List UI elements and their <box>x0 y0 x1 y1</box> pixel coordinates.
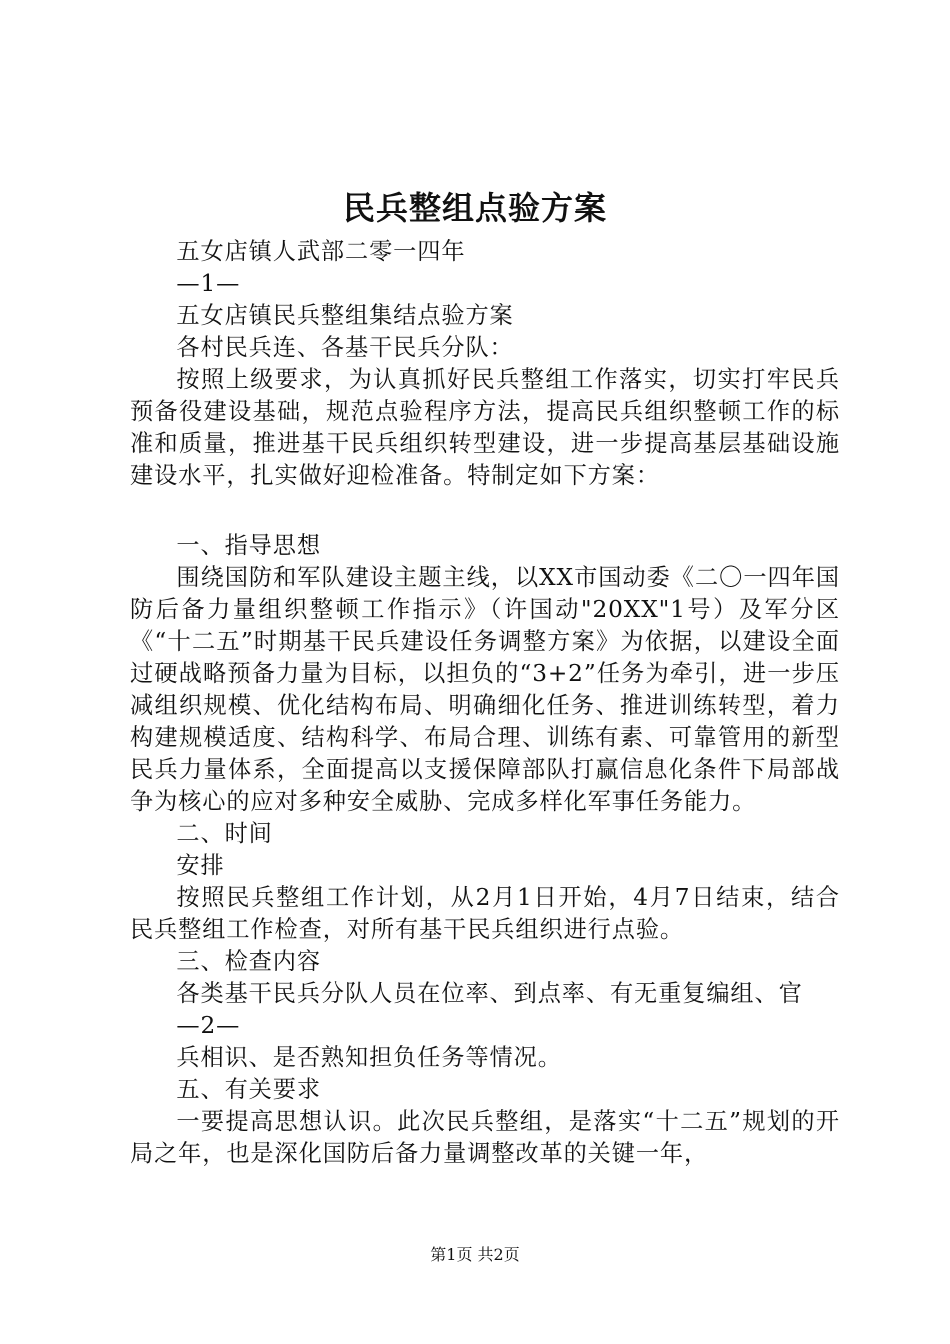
paragraph-page-marker-2: —2— <box>176 1012 241 1039</box>
paragraph-subtitle: 五女店镇民兵整组集结点验方案 <box>176 302 514 329</box>
section-heading-requirements: 五、有关要求 <box>176 1076 321 1103</box>
section-heading-guiding-idea: 一、指导思想 <box>176 532 321 559</box>
document-title: 民兵整组点验方案 <box>342 189 607 227</box>
paragraph-requirements: 一要提高思想认识。此次民兵整组，是落实“十二五”规划的开局之年，也是深化国防后备力量调整改革的关键一年， <box>130 1108 840 1167</box>
section-heading-inspection: 三、检查内容 <box>176 948 321 975</box>
paragraph-guiding-idea: 围绕国防和军队建设主题主线，以XX市国动委《二〇一四年国防后备力量组织整顿工作指示》（许国动"20XX"1号）及军分区《“十二五”时期基干民兵建设任务调整方案》为依据，以建设全面过硬战略预备力量为目标，以担负的“3+2”任务为牵引，进一步压减组织规模、优化结构布局、明确细化任务、推进训练转型，着力构建规模适度、结构科学、布局合理、训练有素、可靠管用的新型民兵力量体系，全面提高以支援保障部队打赢信息化条件下局部战争为核心的应对多种安全威胁、完成多样化军事任务能力。 <box>130 564 840 815</box>
section-heading-time: 二、时间 <box>176 820 273 847</box>
document-body <box>130 236 840 1170</box>
page-footer: 第1页 共2页 <box>430 1245 520 1264</box>
paragraph-time: 按照民兵整组工作计划，从2月1日开始，4月7日结束，结合民兵整组工作检查，对所有基干民兵组织进行点验。 <box>130 884 840 943</box>
paragraph-inspection-cont: 兵相识、是否熟知担负任务等情况。 <box>176 1044 562 1071</box>
paragraph-page-marker-1: —1— <box>176 270 241 297</box>
paragraph-issuer: 五女店镇人武部二零一四年 <box>176 238 466 265</box>
paragraph-arrangement-label: 安排 <box>176 852 225 879</box>
paragraph-inspection: 各类基干民兵分队人员在位率、到点率、有无重复编组、官 <box>176 980 803 1007</box>
paragraph-intro: 按照上级要求，为认真抓好民兵整组工作落实，切实打牢民兵预备役建设基础，规范点验程序方法，提高民兵组织整顿工作的标准和质量，推进基干民兵组织转型建设，进一步提高基层基础设施建设水平，扎实做好迎检准备。特制定如下方案： <box>130 366 840 489</box>
paragraph-addressee: 各村民兵连、各基干民兵分队： <box>176 334 514 361</box>
